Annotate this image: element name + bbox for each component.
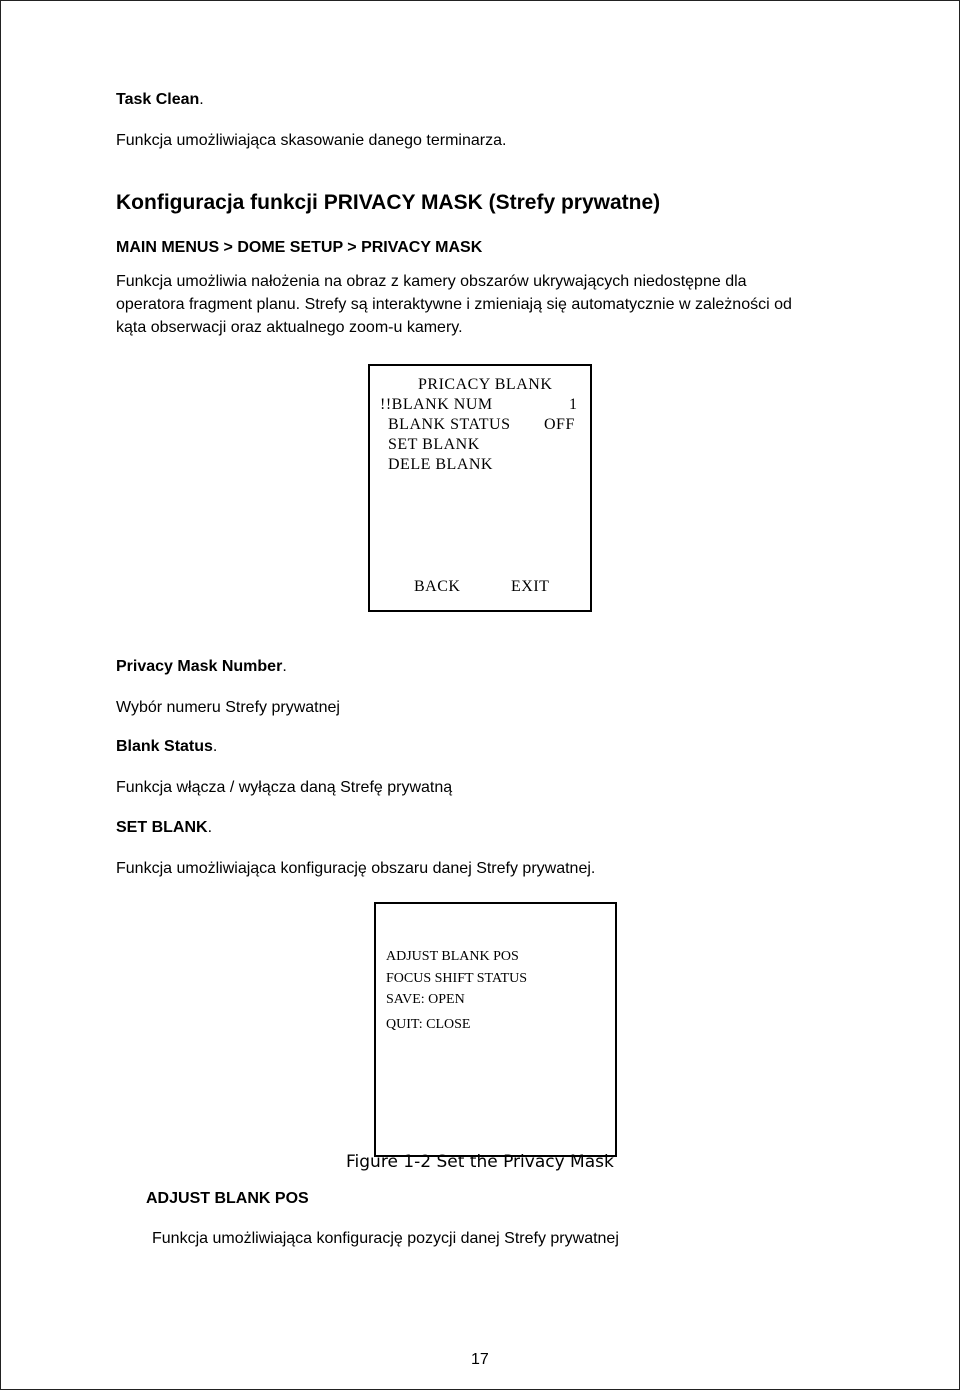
osd-row-set-blank: SET BLANK: [388, 436, 480, 453]
osd-exit: EXIT: [511, 578, 550, 595]
osd-row-blank-status: BLANK STATUS: [388, 416, 511, 433]
osd-row-save-open: SAVE: OPEN: [386, 992, 465, 1007]
osd-value-blank-num: 1: [569, 396, 578, 413]
paragraph-line: kąta obserwacji oraz aktualnego zoom-u kamery.: [116, 319, 463, 336]
menu-path: MAIN MENUS > DOME SETUP > PRIVACY MASK: [116, 239, 483, 256]
osd-row-dele-blank: DELE BLANK: [388, 456, 493, 473]
def-term: Privacy Mask Number: [116, 658, 283, 675]
def-term: SET BLANK: [116, 819, 208, 836]
def-privacy-mask-number: Privacy Mask Number.: [116, 658, 287, 675]
adjust-desc: Funkcja umożliwiająca konfigurację pozycji danej Strefy prywatnej: [152, 1230, 619, 1247]
section-heading: Konfiguracja funkcji PRIVACY MASK (Strefy prywatne): [116, 191, 661, 214]
osd-row-focus-shift-status: FOCUS SHIFT STATUS: [386, 971, 527, 986]
osd-privacy-menu: [368, 364, 592, 612]
page-number: 17: [471, 1351, 489, 1368]
paragraph-line: operatora fragment planu. Strefy są interaktywne i zmieniają się automatycznie w zależności od: [116, 296, 792, 313]
section-paragraph: [116, 270, 856, 339]
def-set-blank: SET BLANK.: [116, 819, 213, 836]
def-desc: Wybór numeru Strefy prywatnej: [116, 699, 340, 716]
osd-blank-adjust: [374, 902, 617, 1157]
osd-row-quit-close: QUIT: CLOSE: [386, 1017, 471, 1032]
def-blank-status: Blank Status.: [116, 738, 218, 755]
adjust-term: ADJUST BLANK POS: [146, 1190, 309, 1207]
def-term: Blank Status: [116, 738, 213, 755]
task-clean-title: Task Clean: [116, 91, 200, 108]
def-desc: Funkcja umożliwiająca konfigurację obszaru danej Strefy prywatnej.: [116, 860, 596, 877]
figure-caption: Figure 1-2 Set the Privacy Mask: [346, 1152, 614, 1172]
def-desc: Funkcja włącza / wyłącza daną Strefę prywatną: [116, 779, 453, 796]
osd-row-blank-num: !!BLANK NUM: [380, 396, 493, 413]
osd-menu-title: PRICACY BLANK: [418, 376, 553, 393]
osd-value-blank-status: OFF: [544, 416, 575, 433]
osd-back: BACK: [414, 578, 461, 595]
task-clean-description: Funkcja umożliwiająca skasowanie danego terminarza.: [116, 132, 507, 149]
paragraph-line: Funkcja umożliwia nałożenia na obraz z kamery obszarów ukrywających niedostępne dla: [116, 273, 747, 290]
osd-row-adjust-blank-pos: ADJUST BLANK POS: [386, 949, 519, 964]
task-clean-heading: Task Clean.: [116, 91, 204, 108]
